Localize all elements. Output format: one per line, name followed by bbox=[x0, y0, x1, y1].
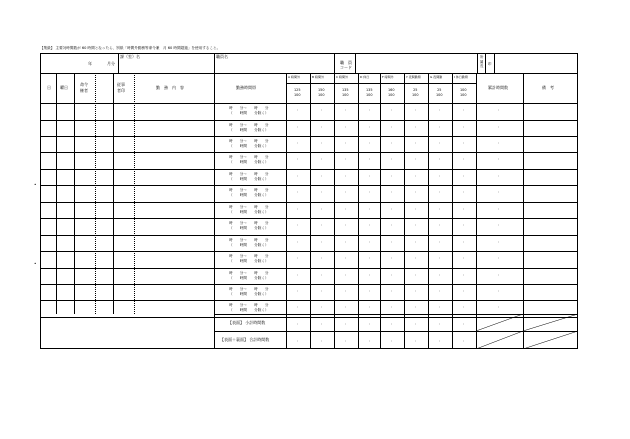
hour-cell[interactable]: : bbox=[321, 140, 323, 145]
hour-cell[interactable]: : bbox=[369, 108, 371, 112]
hour-cell[interactable]: : bbox=[439, 124, 441, 129]
col-work-content: 勤 務 内 容 bbox=[156, 85, 184, 90]
hour-cell[interactable]: : bbox=[439, 157, 441, 162]
hour-cell[interactable]: : bbox=[439, 288, 441, 293]
fold-mark: • bbox=[34, 182, 37, 187]
hour-cell[interactable]: : bbox=[415, 173, 417, 178]
rate-label: B 時間外 bbox=[312, 75, 325, 79]
hour-cell[interactable]: : bbox=[463, 256, 465, 260]
hour-cell[interactable]: : bbox=[369, 173, 371, 178]
hour-cell[interactable]: : bbox=[297, 140, 299, 145]
rate-value: 125 100 bbox=[294, 88, 301, 97]
hour-cell[interactable]: : bbox=[498, 305, 500, 310]
total-cell[interactable]: : bbox=[345, 339, 347, 343]
hour-cell[interactable]: : bbox=[439, 256, 441, 260]
hour-cell[interactable]: : bbox=[321, 108, 323, 112]
hour-cell[interactable]: : bbox=[321, 157, 323, 162]
hour-cell[interactable]: : bbox=[415, 124, 417, 129]
total-cell[interactable]: : bbox=[463, 339, 465, 343]
total-cell[interactable]: : bbox=[297, 322, 299, 326]
hour-cell[interactable]: : bbox=[415, 256, 417, 260]
hour-cell[interactable]: : bbox=[463, 140, 465, 145]
hour-cell[interactable]: : bbox=[439, 223, 441, 228]
hour-cell[interactable]: : bbox=[463, 239, 465, 244]
hour-cell[interactable]: : bbox=[321, 190, 323, 195]
hour-cell[interactable]: : bbox=[345, 223, 347, 228]
hour-cell[interactable]: : bbox=[463, 223, 465, 228]
hour-cell[interactable]: : bbox=[345, 256, 347, 260]
hour-cell[interactable]: : bbox=[498, 140, 500, 145]
notice-text: 【集級】 主要対時間数が 60 時間となったら、別紙「時間外勤務等命令兼 月 60 時間超過」を使用すること。 bbox=[40, 46, 221, 50]
hour-cell[interactable]: : bbox=[297, 272, 299, 277]
work-hours-cell[interactable]: 時 分～ 時 分 （ 時間 分除く） bbox=[229, 106, 269, 115]
hour-cell[interactable]: : bbox=[498, 223, 500, 228]
total-cell[interactable]: : bbox=[321, 339, 323, 343]
rate-label: Y 夜間勤務 bbox=[406, 75, 421, 79]
hour-cell[interactable]: : bbox=[391, 223, 393, 228]
hour-cell[interactable]: : bbox=[321, 206, 323, 211]
hour-cell[interactable]: : bbox=[297, 173, 299, 178]
hour-cell[interactable]: : bbox=[369, 223, 371, 228]
hour-cell[interactable]: : bbox=[498, 173, 500, 178]
grand-total-label: 【表面＋裏面】 合計時間数 bbox=[220, 337, 270, 342]
hour-cell[interactable]: : bbox=[297, 288, 299, 293]
month-label: 月分 bbox=[107, 61, 115, 66]
hour-cell[interactable]: : bbox=[345, 288, 347, 293]
work-hours-cell[interactable]: 時 分～ 時 分 （ 時間 分除く） bbox=[229, 303, 269, 313]
hour-cell[interactable]: : bbox=[498, 206, 500, 211]
rate-label: G 夜間勤 bbox=[430, 75, 443, 79]
col-worker: 従事 者印 bbox=[117, 82, 125, 93]
total-cell[interactable]: : bbox=[297, 339, 299, 343]
hour-cell[interactable]: : bbox=[391, 124, 393, 129]
total-cell[interactable]: : bbox=[391, 322, 393, 326]
hour-cell[interactable]: : bbox=[345, 305, 347, 310]
rate-label: A 時間外 bbox=[288, 75, 301, 79]
rate-value: 135 100 bbox=[342, 88, 349, 97]
hour-cell[interactable]: : bbox=[369, 124, 371, 129]
work-hours-cell[interactable]: 時 分～ 時 分 （ 時間 分除く） bbox=[229, 254, 269, 263]
work-hours-cell[interactable]: 時 分～ 時 分 （ 時間 分除く） bbox=[229, 221, 269, 231]
col-order: 命令 権者 bbox=[80, 82, 88, 93]
hour-cell[interactable]: : bbox=[321, 223, 323, 228]
hour-cell[interactable]: : bbox=[463, 206, 465, 211]
hour-cell[interactable]: : bbox=[321, 124, 323, 129]
footer-diagonals bbox=[476, 314, 578, 349]
hour-cell[interactable]: : bbox=[321, 256, 323, 260]
hour-cell[interactable]: : bbox=[345, 173, 347, 178]
work-hours-cell[interactable]: 時 分～ 時 分 （ 時間 分除く） bbox=[229, 204, 269, 214]
rate-label: I 休日勤務 bbox=[454, 75, 468, 79]
hour-cell[interactable]: : bbox=[498, 190, 500, 195]
hour-cell[interactable]: : bbox=[369, 288, 371, 293]
hour-cell[interactable]: : bbox=[369, 206, 371, 211]
total-cell[interactable]: : bbox=[463, 322, 465, 326]
hour-cell[interactable]: : bbox=[369, 239, 371, 244]
hour-cell[interactable]: : bbox=[391, 173, 393, 178]
hour-cell[interactable]: : bbox=[391, 256, 393, 260]
work-hours-cell[interactable]: 時 分～ 時 分 （ 時間 分除く） bbox=[229, 155, 269, 165]
hour-cell[interactable]: : bbox=[439, 272, 441, 277]
hour-cell[interactable]: : bbox=[391, 206, 393, 211]
staff-code-label: 職 員 コード bbox=[340, 60, 352, 70]
hour-cell[interactable]: : bbox=[297, 223, 299, 228]
hour-cell[interactable]: : bbox=[498, 239, 500, 244]
work-hours-cell[interactable]: 時 分～ 時 分 （ 時間 分除く） bbox=[229, 122, 269, 132]
work-hours-cell[interactable]: 時 分～ 時 分 （ 時間 分除く） bbox=[229, 286, 269, 296]
hour-cell[interactable]: : bbox=[415, 140, 417, 145]
hour-cell[interactable]: : bbox=[415, 288, 417, 293]
hour-cell[interactable]: : bbox=[297, 206, 299, 211]
hour-cell[interactable]: : bbox=[439, 206, 441, 211]
col-total-hours: 累計時間数 bbox=[488, 85, 508, 90]
hour-cell[interactable]: : bbox=[415, 239, 417, 244]
hour-cell[interactable]: : bbox=[463, 288, 465, 293]
hour-cell[interactable]: : bbox=[415, 157, 417, 162]
work-hours-cell[interactable]: 時 分～ 時 分 （ 時間 分除く） bbox=[229, 138, 269, 148]
hour-cell[interactable]: : bbox=[345, 124, 347, 129]
hour-cell[interactable]: : bbox=[415, 305, 417, 310]
hour-cell[interactable]: : bbox=[463, 305, 465, 310]
hour-cell[interactable]: : bbox=[415, 223, 417, 228]
hour-cell[interactable]: : bbox=[297, 256, 299, 260]
hour-cell[interactable]: : bbox=[498, 288, 500, 293]
total-cell[interactable]: : bbox=[415, 339, 417, 343]
total-cell[interactable]: : bbox=[439, 339, 441, 343]
dept-label: 課（室）名 bbox=[120, 54, 140, 59]
hour-cell[interactable]: : bbox=[297, 124, 299, 129]
hour-cell[interactable]: : bbox=[391, 108, 393, 112]
work-hours-cell[interactable]: 時 分～ 時 分 （ 時間 分除く） bbox=[229, 188, 269, 198]
hour-cell[interactable]: : bbox=[369, 140, 371, 145]
hour-cell[interactable]: : bbox=[463, 108, 465, 112]
hour-cell[interactable]: : bbox=[439, 173, 441, 178]
work-hours-cell[interactable]: 時 分～ 時 分 （ 時間 分除く） bbox=[229, 237, 269, 247]
rate-value: 100 100 bbox=[460, 88, 467, 97]
hour-cell[interactable]: : bbox=[463, 157, 465, 162]
hour-cell[interactable]: : bbox=[415, 272, 417, 277]
total-cell[interactable]: : bbox=[369, 339, 371, 343]
hour-cell[interactable]: : bbox=[498, 272, 500, 277]
total-cell[interactable]: : bbox=[391, 339, 393, 343]
hour-cell[interactable]: : bbox=[321, 305, 323, 310]
rate-label: C 時間外 bbox=[336, 75, 349, 79]
rate-value: 150 100 bbox=[318, 88, 325, 97]
hour-cell[interactable]: : bbox=[498, 256, 500, 260]
hour-cell[interactable]: : bbox=[321, 173, 323, 178]
hour-cell[interactable]: : bbox=[369, 157, 371, 162]
hour-cell[interactable]: : bbox=[297, 108, 299, 112]
col-work-hours: 勤務時間帯 bbox=[236, 85, 256, 90]
hour-cell[interactable]: : bbox=[369, 272, 371, 277]
hour-cell[interactable]: : bbox=[321, 239, 323, 244]
header-divider bbox=[40, 73, 578, 74]
hour-cell[interactable]: : bbox=[463, 173, 465, 178]
hour-cell[interactable]: : bbox=[345, 206, 347, 211]
leader-label: 所 属 長 bbox=[480, 55, 484, 69]
col-weekday: 曜日 bbox=[60, 85, 68, 90]
hour-cell[interactable]: : bbox=[415, 206, 417, 211]
col-day: 日 bbox=[47, 85, 51, 90]
hour-cell[interactable]: : bbox=[391, 288, 393, 293]
hour-cell[interactable]: : bbox=[369, 190, 371, 195]
hour-cell[interactable]: : bbox=[439, 140, 441, 145]
name-label: 職員名 bbox=[216, 54, 228, 59]
hour-cell[interactable]: : bbox=[391, 272, 393, 277]
hour-cell[interactable]: : bbox=[391, 239, 393, 244]
work-hours-cell[interactable]: 時 分～ 時 分 （ 時間 分除く） bbox=[229, 270, 269, 280]
total-cell[interactable]: : bbox=[321, 322, 323, 326]
hour-cell[interactable]: : bbox=[463, 124, 465, 129]
rate-label: F 時間外 bbox=[382, 75, 394, 79]
hour-cell[interactable]: : bbox=[297, 190, 299, 195]
rate-value: 25 100 bbox=[436, 88, 443, 97]
hour-cell[interactable]: : bbox=[297, 157, 299, 162]
hour-cell[interactable]: : bbox=[297, 305, 299, 310]
total-cell[interactable]: : bbox=[369, 322, 371, 326]
hour-cell[interactable]: : bbox=[498, 108, 500, 112]
hour-cell[interactable]: : bbox=[498, 157, 500, 162]
hour-cell[interactable]: : bbox=[463, 190, 465, 195]
year-label: 年 bbox=[88, 61, 92, 66]
hour-cell[interactable]: : bbox=[345, 272, 347, 277]
hour-cell[interactable]: : bbox=[498, 124, 500, 129]
hour-cell[interactable]: : bbox=[439, 108, 441, 112]
hour-cell[interactable]: : bbox=[321, 272, 323, 277]
total-cell[interactable]: : bbox=[415, 322, 417, 326]
hour-cell[interactable]: : bbox=[345, 239, 347, 244]
hour-cell[interactable]: : bbox=[391, 140, 393, 145]
hour-cell[interactable]: : bbox=[391, 157, 393, 162]
hour-cell[interactable]: : bbox=[439, 190, 441, 195]
seal-label: 印 bbox=[488, 62, 492, 66]
rate-label: D 休日 bbox=[360, 75, 370, 79]
hour-cell[interactable]: : bbox=[463, 272, 465, 277]
hour-cell[interactable]: : bbox=[369, 256, 371, 260]
hour-cell[interactable]: : bbox=[297, 239, 299, 244]
total-cell[interactable]: : bbox=[345, 322, 347, 326]
hour-cell[interactable]: : bbox=[415, 190, 417, 195]
hour-cell[interactable]: : bbox=[415, 108, 417, 112]
hour-cell[interactable]: : bbox=[345, 108, 347, 112]
hour-cell[interactable]: : bbox=[369, 305, 371, 310]
hour-cell[interactable]: : bbox=[439, 239, 441, 244]
total-cell[interactable]: : bbox=[439, 322, 441, 326]
rate-value: 135 100 bbox=[366, 88, 373, 97]
hour-cell[interactable]: : bbox=[391, 305, 393, 310]
hour-cell[interactable]: : bbox=[321, 288, 323, 293]
work-hours-cell[interactable]: 時 分～ 時 分 （ 時間 分除く） bbox=[229, 171, 269, 181]
col-remarks: 備 考 bbox=[542, 85, 554, 90]
rate-value: 160 100 bbox=[388, 88, 395, 97]
hour-cell[interactable]: : bbox=[345, 157, 347, 162]
fold-mark: • bbox=[34, 261, 37, 266]
rate-value: 25 100 bbox=[412, 88, 419, 97]
subtotal-label: 【表面】 小計時間数 bbox=[228, 320, 266, 325]
hour-cell[interactable]: : bbox=[345, 140, 347, 145]
hour-cell[interactable]: : bbox=[345, 190, 347, 195]
hour-cell[interactable]: : bbox=[439, 305, 441, 310]
hour-cell[interactable]: : bbox=[391, 190, 393, 195]
